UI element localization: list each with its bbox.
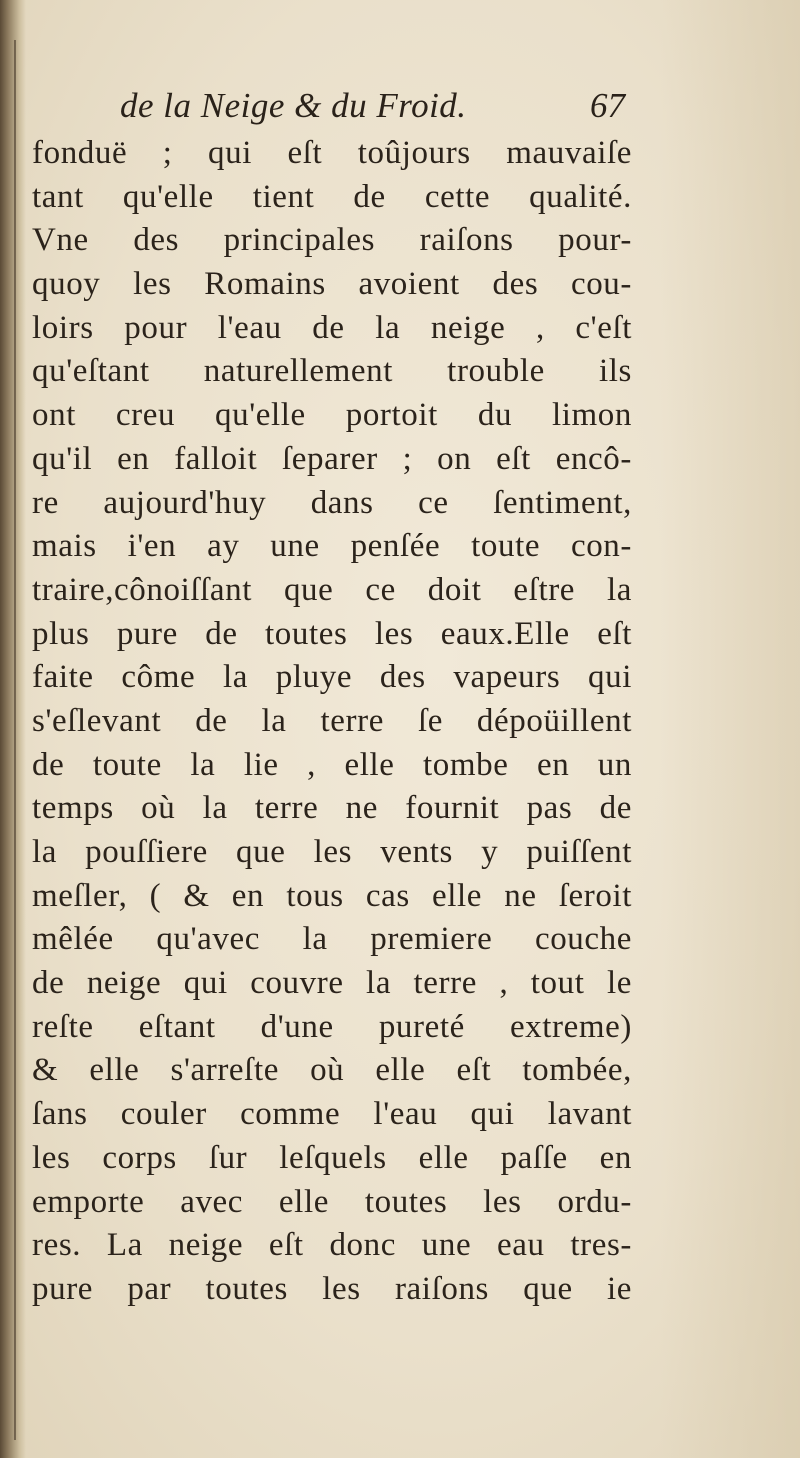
text-line: re aujourd'huy dans ce ſentiment,	[32, 484, 632, 521]
page-number: 67	[590, 86, 625, 125]
text-line: s'eſlevant de la terre ſe dépoüillent	[32, 702, 632, 739]
text-line: pure par toutes les raiſons que ie	[32, 1270, 632, 1307]
body-text	[32, 132, 632, 1312]
text-line: de toute la lie , elle tombe en un	[32, 746, 632, 783]
text-line: res. La neige eſt donc une eau tres-	[32, 1227, 632, 1264]
text-line: emporte avec elle toutes les ordu-	[32, 1183, 632, 1220]
text-line: reſte eſtant d'une pureté extreme)	[32, 1008, 632, 1045]
text-line: Vne des principales raiſons pour-	[32, 222, 632, 259]
text-line: traire,cônoiſſant que ce doit eſtre la	[32, 571, 632, 608]
text-line: faite côme la pluye des vapeurs qui	[32, 659, 632, 696]
text-line: qu'eſtant naturellement trouble ils	[32, 353, 632, 390]
text-line: ſans couler comme l'eau qui lavant	[32, 1096, 632, 1133]
text-line: loirs pour l'eau de la neige , c'eſt	[32, 309, 632, 346]
text-line: mais i'en ay une penſée toute con-	[32, 528, 632, 565]
text-line: de neige qui couvre la terre , tout le	[32, 965, 632, 1002]
text-line: les corps ſur leſquels elle paſſe en	[32, 1139, 632, 1176]
paper-shading	[660, 0, 800, 1458]
binding-gutter	[0, 0, 26, 1458]
text-line: la pouſſiere que les vents y puiſſent	[32, 834, 632, 870]
running-head: de la Neige & du Froid.	[120, 86, 467, 125]
text-line: qu'il en falloit ſeparer ; on eſt encô-	[32, 440, 632, 477]
text-line: fonduë ; qui eſt toûjours mauvaiſe	[32, 135, 632, 171]
text-line: mêlée qu'avec la premiere couche	[32, 921, 632, 958]
text-line: temps où la terre ne fournit pas de	[32, 790, 632, 827]
text-line: & elle s'arreſte où elle eſt tombée,	[32, 1052, 632, 1089]
text-line: tant qu'elle tient de cette qualité.	[32, 178, 632, 215]
page-header	[120, 86, 635, 136]
text-line: meſler, ( & en tous cas elle ne ſeroit	[32, 877, 632, 914]
text-line: ont creu qu'elle portoit du limon	[32, 397, 632, 434]
text-line: plus pure de toutes les eaux.Elle eſt	[32, 615, 632, 652]
page-edge-line	[14, 40, 16, 1440]
text-line: quoy les Romains avoient des cou-	[32, 266, 632, 303]
